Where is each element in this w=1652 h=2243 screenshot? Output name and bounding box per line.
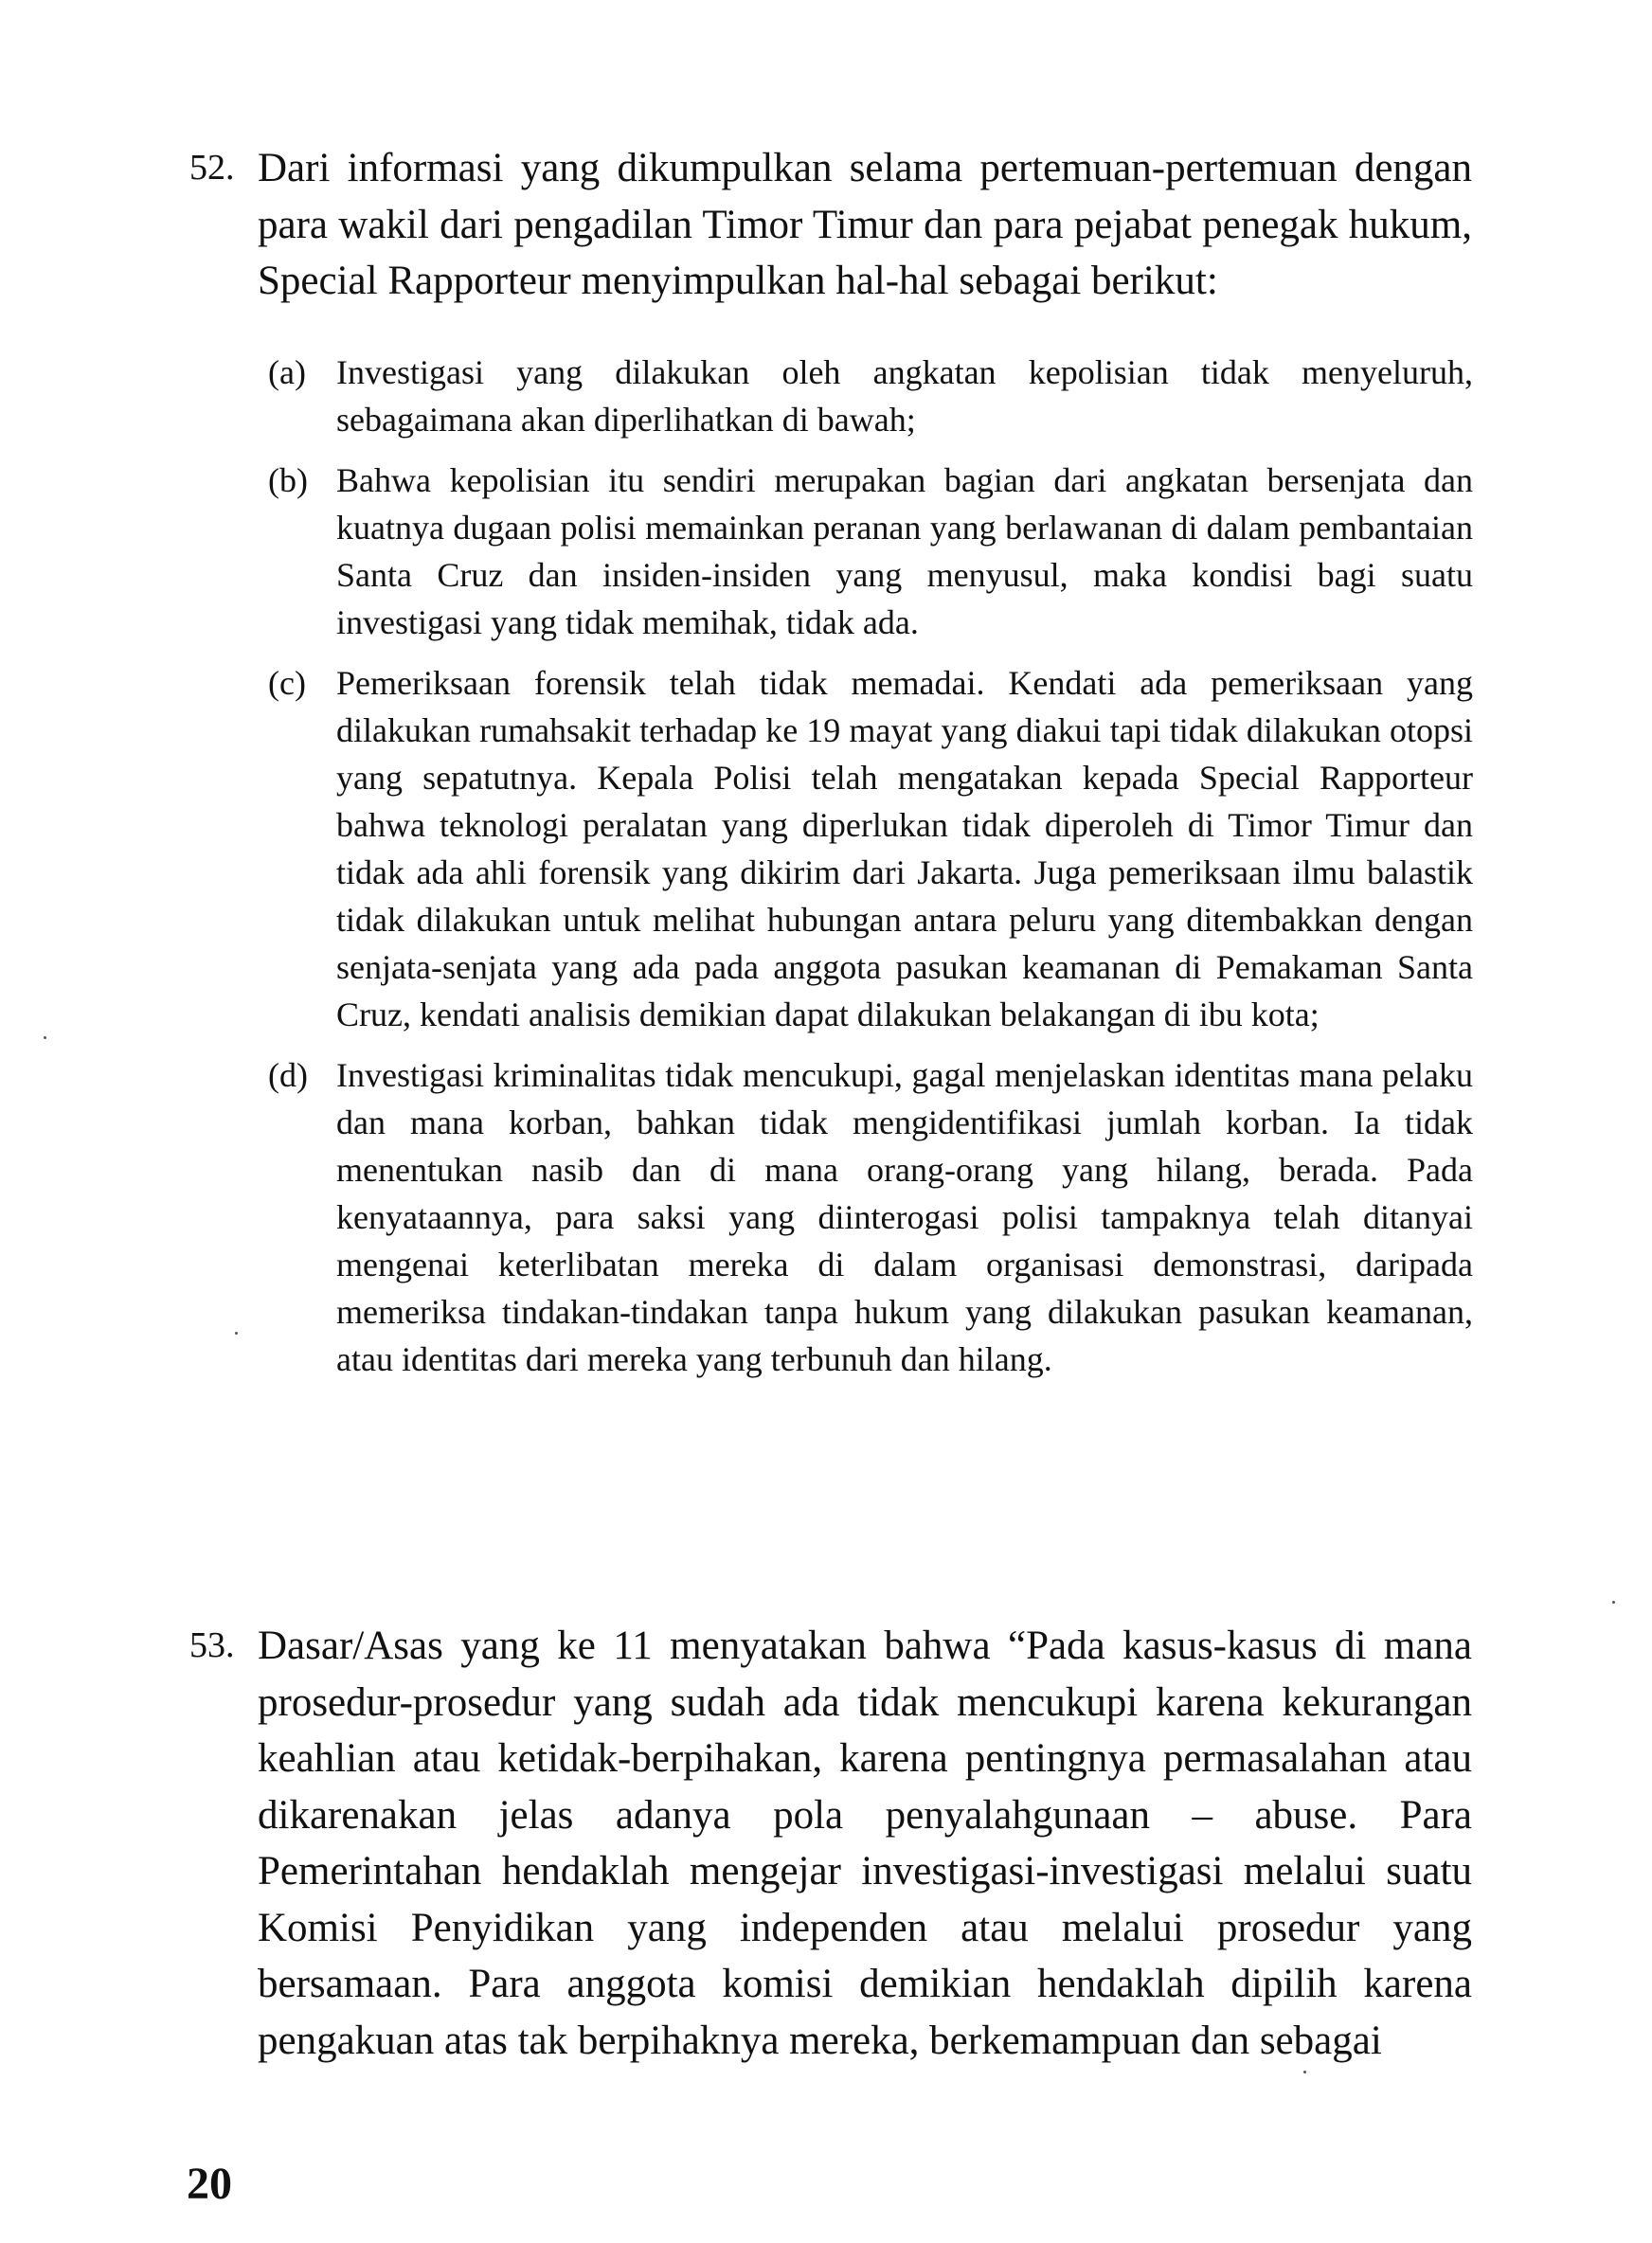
paragraph-53: [189, 1618, 1472, 2069]
list-item-b: [268, 457, 1473, 646]
list-item-label: (d): [268, 1056, 308, 1094]
paragraph-number: 53.: [189, 1625, 235, 1665]
page-number: 20: [187, 2159, 232, 2209]
paragraph-number: 52.: [189, 148, 235, 188]
scan-speck: [44, 1036, 46, 1039]
paragraph-text: Dasar/Asas yang ke 11 menyatakan bahwa “Pada kasus-kasus di mana prosedur-prosedur yang sudah ada tidak mencukupi karena kekurangan keahlian atau ketidak-berpihakan, karena pentingnya permasalahan atau dikarenakan jelas adanya pola penyalahgunaan – abuse. Para Pemerintahan hendaklah mengejar investigasi-investigasi melalui suatu Komisi Penyidikan yang independen atau melalui prosedur yang bersamaan. Para anggota komisi demikian hendaklah dipilih karena pengakuan atas tak berpihaknya mereka, berkemampuan dan sebagai: [258, 1624, 1472, 2063]
list-item-text: Investigasi kriminalitas tidak mencukupi, gagal menjelaskan identitas mana pelaku dan mana korban, bahkan tidak mengidentifikasi jumlah korban. Ia tidak menentukan nasib dan di mana orang-orang yang hilang, berada. Pada kenyataannya, para saksi yang diinterogasi polisi tampaknya telah ditanyai mengenai keterlibatan mereka di dalam organisasi demonstrasi, daripada memeriksa tindakan-tindakan tanpa hukum yang dilakukan pasukan keamanan, atau identitas dari mereka yang terbunuh dan hilang.: [336, 1056, 1473, 1378]
list-item-label: (c): [268, 664, 306, 702]
scan-speck: [235, 1332, 238, 1335]
scan-speck: [1612, 1601, 1615, 1604]
scan-speck: [1303, 2071, 1306, 2073]
list-item-label: (b): [268, 461, 308, 499]
list-item-a: [268, 349, 1473, 443]
list-item-text: Investigasi yang dilakukan oleh angkatan kepolisian tidak menyeluruh, sebagaimana akan diperlihatkan di bawah;: [336, 353, 1473, 439]
list-item-text: Bahwa kepolisian itu sendiri merupakan bagian dari angkatan bersenjata dan kuatnya dugaan polisi memainkan peranan yang berlawanan di dalam pembantaian Santa Cruz dan insiden-insiden yang menyusul, maka kondisi bagi suatu investigasi yang tidak memihak, tidak ada.: [336, 461, 1473, 641]
paragraph-52: [189, 140, 1472, 310]
findings-list: [268, 349, 1473, 1396]
list-item-d: [268, 1051, 1473, 1383]
list-item-c: [268, 659, 1473, 1038]
paragraph-text: Dari informasi yang dikumpulkan selama pertemuan-pertemuan dengan para wakil dari pengadilan Timor Timur dan para pejabat penegak hukum, Special Rapporteur menyimpulkan hal-hal sebagai berikut:: [258, 146, 1472, 303]
list-item-label: (a): [268, 353, 306, 391]
list-item-text: Pemeriksaan forensik telah tidak memadai. Kendati ada pemeriksaan yang dilakukan rumahsakit terhadap ke 19 mayat yang diakui tapi tidak dilakukan otopsi yang sepatutnya. Kepala Polisi telah mengatakan kepada Special Rapporteur bahwa teknologi peralatan yang diperlukan tidak diperoleh di Timor Timur dan tidak ada ahli forensik yang dikirim dari Jakarta. Juga pemeriksaan ilmu balastik tidak dilakukan untuk melihat hubungan antara peluru yang ditembakkan dengan senjata-senjata yang ada pada anggota pasukan keamanan di Pemakaman Santa Cruz, kendati analisis demikian dapat dilakukan belakangan di ibu kota;: [336, 664, 1473, 1033]
